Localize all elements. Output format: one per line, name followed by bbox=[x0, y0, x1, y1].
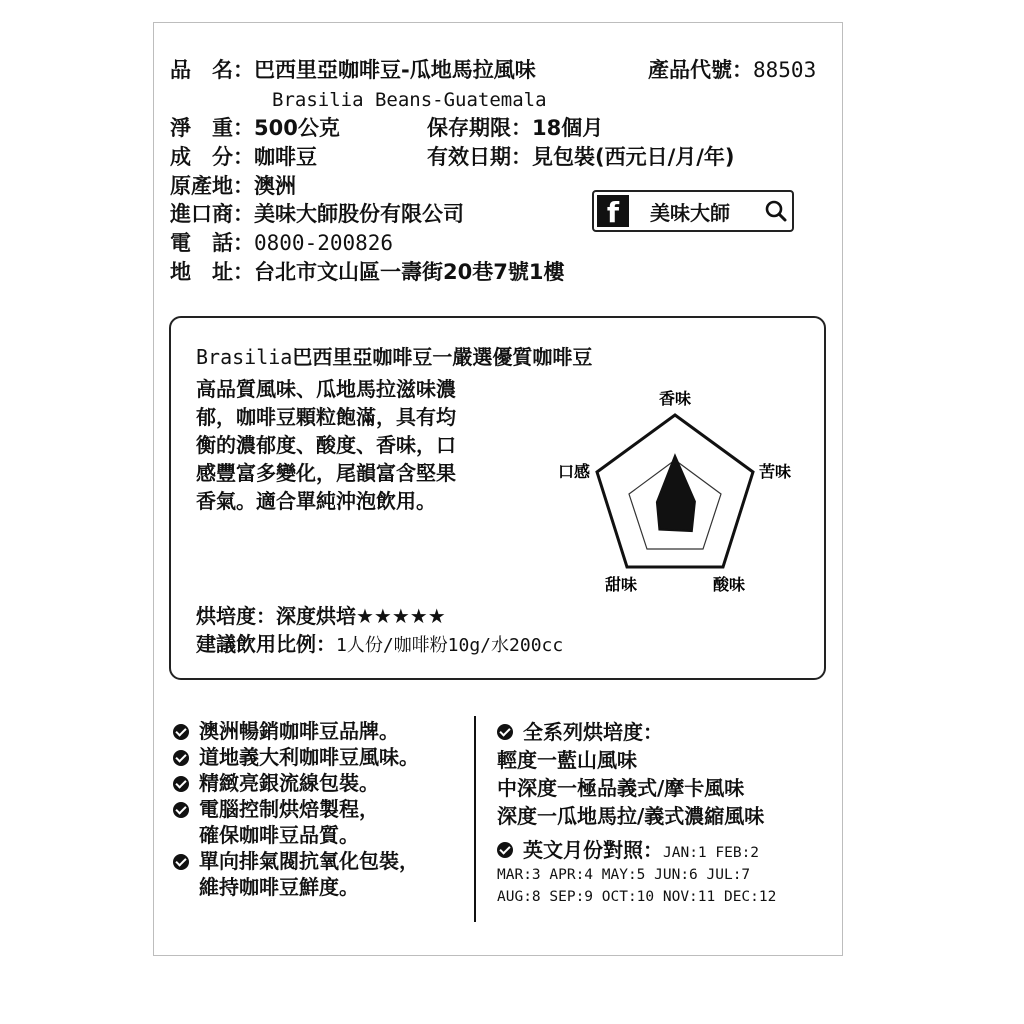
roast-series-item: 中深度一極品義式/摩卡風味 bbox=[497, 776, 745, 800]
description-line: 郁，咖啡豆顆粒飽滿，具有均 bbox=[196, 405, 456, 429]
roast-level-label: 烘培度：深度烘培 bbox=[196, 604, 356, 628]
feature-text: 精緻亮銀流線包裝。 bbox=[199, 771, 379, 795]
product-name-value: 巴西里亞咖啡豆-瓜地馬拉風味 bbox=[254, 58, 536, 82]
flavor-heading bbox=[196, 343, 592, 371]
phone-label: 電 話： bbox=[170, 231, 254, 255]
radar-label-sweet: 甜味 bbox=[604, 575, 638, 594]
list-item bbox=[173, 718, 419, 744]
list-item bbox=[173, 848, 419, 900]
product-code-label: 產品代號： bbox=[648, 58, 753, 82]
shelf-life-label: 保存期限： bbox=[427, 116, 532, 140]
description-line: 香氣。適合單純沖泡飲用。 bbox=[196, 489, 436, 513]
months-heading: 英文月份對照： bbox=[523, 838, 663, 862]
importer-value: 美味大師股份有限公司 bbox=[254, 202, 464, 226]
months-line: MAR:3 APR:4 MAY:5 JUN:6 JUL:7 bbox=[497, 867, 751, 883]
months-line: JAN:1 FEB:2 bbox=[663, 845, 760, 861]
roast-level-row bbox=[196, 602, 446, 630]
phone-row bbox=[170, 229, 393, 257]
radar-label-bitter: 苦味 bbox=[759, 462, 792, 481]
feature-text: 確保咖啡豆品質。 bbox=[199, 823, 359, 847]
check-icon bbox=[173, 776, 189, 792]
months-heading-row bbox=[497, 836, 776, 864]
radar-label-mouthfeel: 口感 bbox=[557, 462, 590, 481]
importer-label: 進口商： bbox=[170, 202, 254, 226]
check-icon bbox=[173, 724, 189, 740]
brew-ratio-value: 1人份/咖啡粉10g/水200cc bbox=[336, 635, 564, 656]
list-item bbox=[173, 770, 419, 796]
roast-series-heading: 全系列烘培度： bbox=[523, 720, 663, 744]
roast-series-section bbox=[497, 718, 776, 908]
description-line: 感豐富多變化，尾韻富含堅果 bbox=[196, 461, 456, 485]
origin-row bbox=[170, 172, 296, 200]
english-name: Brasilia Beans-Guatemala bbox=[272, 89, 547, 111]
description-line: 衡的濃郁度、酸度、香味，口 bbox=[196, 433, 456, 457]
list-item bbox=[173, 796, 419, 848]
address-label: 地 址： bbox=[170, 260, 254, 284]
weight-label: 淨 重： bbox=[170, 116, 254, 140]
facebook-icon: f bbox=[597, 195, 629, 227]
radar-label-aroma: 香味 bbox=[658, 389, 692, 408]
address-value: 台北市文山區一壽街20巷7號1樓 bbox=[254, 260, 565, 284]
radar-data-shape bbox=[657, 456, 695, 531]
product-code-row bbox=[648, 56, 816, 84]
address-row bbox=[170, 258, 564, 286]
weight-row bbox=[170, 114, 340, 142]
roast-series-item: 深度一瓜地馬拉/義式濃縮風味 bbox=[497, 804, 765, 828]
list-item bbox=[173, 744, 419, 770]
expiry-label: 有效日期： bbox=[427, 145, 532, 169]
brew-ratio-row bbox=[196, 630, 563, 660]
column-divider bbox=[474, 716, 476, 922]
months-line: AUG:8 SEP:9 OCT:10 NOV:11 DEC:12 bbox=[497, 889, 777, 905]
check-icon bbox=[173, 802, 189, 818]
feature-text: 道地義大利咖啡豆風味。 bbox=[199, 745, 419, 769]
product-code-value: 88503 bbox=[753, 58, 817, 82]
feature-text: 澳洲暢銷咖啡豆品牌。 bbox=[199, 719, 399, 743]
roast-stars: ★★★★★ bbox=[356, 604, 446, 628]
flavor-heading-zh: 巴西里亞咖啡豆一嚴選優質咖啡豆 bbox=[292, 345, 593, 369]
flavor-radar-chart bbox=[545, 380, 805, 600]
flavor-heading-en: Brasilia bbox=[196, 345, 293, 369]
origin-label: 原產地： bbox=[170, 174, 254, 198]
search-icon bbox=[764, 199, 788, 223]
feature-list bbox=[173, 718, 419, 900]
facebook-badge bbox=[592, 190, 794, 232]
brew-ratio-label: 建議飲用比例： bbox=[196, 632, 336, 656]
roast-series-item: 輕度一藍山風味 bbox=[497, 748, 637, 772]
description-line: 高品質風味、瓜地馬拉滋味濃 bbox=[196, 377, 456, 401]
weight-value: 500公克 bbox=[254, 116, 340, 140]
origin-value: 澳洲 bbox=[254, 174, 296, 198]
check-icon bbox=[497, 842, 513, 858]
feature-text: 維持咖啡豆鮮度。 bbox=[199, 875, 359, 899]
expiry-value: 見包裝(西元日/月/年) bbox=[532, 145, 735, 169]
feature-text: 單向排氣閥抗氧化包裝， bbox=[199, 849, 419, 873]
check-icon bbox=[173, 750, 189, 766]
radar-label-sour: 酸味 bbox=[712, 575, 746, 594]
roast-series-heading-row bbox=[497, 718, 776, 746]
check-icon bbox=[173, 854, 189, 870]
flavor-description bbox=[196, 375, 526, 515]
importer-row bbox=[170, 200, 464, 228]
expiry-row bbox=[427, 143, 735, 171]
phone-value: 0800-200826 bbox=[254, 231, 394, 255]
shelf-life-row bbox=[427, 114, 603, 142]
ingredient-label: 成 分： bbox=[170, 145, 254, 169]
facebook-page-name: 美味大師 bbox=[650, 201, 730, 225]
feature-text: 電腦控制烘焙製程， bbox=[199, 797, 379, 821]
product-name-row bbox=[170, 56, 536, 84]
check-icon bbox=[497, 724, 513, 740]
ingredient-value: 咖啡豆 bbox=[254, 145, 317, 169]
ingredient-row bbox=[170, 143, 317, 171]
product-name-label: 品 名： bbox=[170, 58, 254, 82]
shelf-life-value: 18個月 bbox=[532, 116, 604, 140]
